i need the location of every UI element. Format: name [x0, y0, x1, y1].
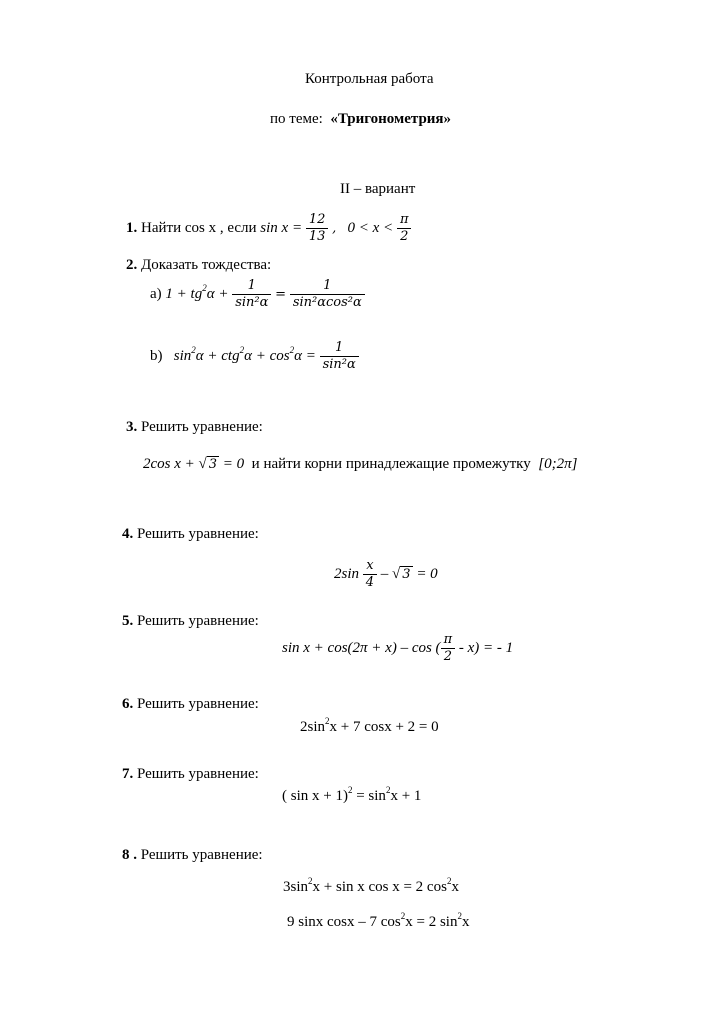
task-5-heading — [122, 612, 259, 630]
task-2b-s2: 2 — [239, 344, 245, 355]
task-5-text: Решить уравнение: — [137, 613, 259, 629]
task-1-range-den: 2 — [400, 229, 409, 244]
task-5-lhs: sin x + cos(2π + x) – cos ( — [282, 639, 441, 656]
task-8-eq2-p2: x = 2 sin — [405, 914, 458, 930]
task-7-p3: x + 1 — [390, 788, 422, 804]
task-1-range-fraction — [397, 212, 412, 245]
task-5-den: 2 — [443, 649, 452, 664]
doc-topic — [270, 110, 451, 128]
task-1-fraction — [306, 212, 329, 245]
task-6-p1: 2sin — [300, 719, 326, 735]
task-3-equation — [143, 455, 577, 474]
task-8-eq2-s2: 2 — [457, 911, 462, 921]
task-8-heading — [122, 846, 263, 864]
task-1-lhs: sin x = — [260, 219, 303, 236]
task-5-num: π — [441, 632, 456, 649]
task-4-lhs: 2sin — [334, 565, 360, 582]
task-2b-label: b) — [150, 347, 163, 364]
task-3-number: 3. — [126, 419, 138, 435]
task-4-number: 4. — [122, 526, 134, 542]
task-5-number: 5. — [122, 613, 134, 629]
task-1-number: 1. — [126, 219, 138, 236]
task-2a-label: a) — [150, 285, 162, 302]
task-2b-p4: α = — [294, 347, 316, 364]
task-2b-p1: sin — [173, 347, 192, 364]
task-2a-lhs: 1 + tg — [165, 285, 203, 302]
task-2a-alpha: α + — [206, 285, 229, 302]
task-8-eq1-p2: x + sin x cos x = 2 cos — [312, 879, 447, 895]
task-1-text: Найти cos x , если — [141, 219, 257, 236]
task-8-eq2-p1: 9 sinx cosx – 7 cos — [287, 914, 401, 930]
task-4-text: Решить уравнение: — [137, 526, 259, 542]
task-8-number: 8 . — [122, 847, 137, 863]
task-4-rhs: = 0 — [416, 565, 438, 582]
task-2b-s1: 2 — [191, 344, 196, 355]
task-4-num: x — [363, 558, 377, 575]
task-2b-num: 1 — [320, 340, 359, 357]
task-8-eq1-s1: 2 — [308, 876, 313, 886]
task-2-heading — [126, 256, 271, 274]
task-1-fraction-num: 12 — [306, 212, 329, 229]
task-4-heading — [122, 525, 259, 543]
task-6-equation — [300, 718, 439, 736]
task-8-eq1-p1: 3sin — [283, 879, 309, 895]
task-3-mid: и найти корни принадлежащие промежутку — [251, 456, 531, 472]
task-2a-fraction-1 — [232, 278, 271, 311]
task-8-eq1-p3: x — [451, 879, 459, 895]
task-3-radicand: 3 — [208, 457, 218, 472]
task-7-s1: 2 — [347, 785, 353, 795]
task-2a-den-1: sin²α — [235, 295, 269, 310]
task-2b-fraction — [320, 340, 359, 373]
task-3-heading — [126, 418, 263, 436]
task-2a-equals: = — [275, 286, 287, 302]
task-6-heading — [122, 695, 259, 713]
task-8-eq2-p3: x — [461, 914, 470, 930]
task-2a-sup: 2 — [202, 282, 207, 293]
task-1-fraction-den: 13 — [308, 229, 326, 244]
task-1-comma: , — [332, 220, 337, 236]
task-3-sqrt: √ 3 — [198, 456, 218, 472]
task-6-number: 6. — [122, 696, 134, 712]
variant-label: II – вариант — [340, 181, 416, 197]
task-4-equation — [334, 558, 438, 591]
task-2a — [150, 278, 365, 311]
task-2a-den-2: sin²αcos²α — [292, 295, 362, 310]
task-2-text: Доказать тождества: — [141, 257, 272, 273]
task-2a-num-1: 1 — [232, 278, 271, 295]
task-1-range-num: π — [397, 212, 412, 229]
task-4-sqrt: √ 3 — [392, 565, 411, 582]
task-8-eq2-s1: 2 — [400, 911, 406, 921]
task-7-s2: 2 — [385, 785, 391, 795]
topic-prefix: по теме: — [270, 111, 323, 127]
task-3-text: Решить уравнение: — [141, 419, 263, 435]
task-5-fraction — [441, 632, 456, 665]
task-2b-p2: α + ctg — [195, 347, 240, 364]
task-7-text: Решить уравнение: — [137, 766, 259, 782]
task-7-equation — [282, 787, 421, 805]
task-1 — [126, 212, 411, 245]
task-2b-p3: α + cos — [244, 347, 290, 364]
task-2b — [150, 340, 359, 373]
task-7-p1: ( sin x + 1) — [282, 788, 348, 804]
task-4-radicand: 3 — [402, 566, 411, 582]
task-3-interval: [0;2π] — [538, 456, 578, 472]
task-8-text: Решить уравнение: — [140, 847, 263, 863]
task-2b-den: sin²α — [322, 357, 356, 372]
task-7-number: 7. — [122, 766, 134, 782]
task-8-equation-2 — [287, 913, 469, 931]
task-4-fraction — [363, 558, 377, 591]
task-2a-fraction-2 — [290, 278, 365, 311]
task-4-minus: – — [380, 565, 389, 582]
task-6-p2: x + 7 cosx + 2 = 0 — [329, 719, 439, 735]
task-5-equation — [282, 632, 513, 665]
task-5-rhs: - x) = - 1 — [458, 639, 514, 656]
task-6-s1: 2 — [325, 716, 330, 726]
topic-name: «Тригонометрия» — [330, 111, 452, 127]
task-2a-num-2: 1 — [290, 278, 365, 295]
task-7-heading — [122, 765, 259, 783]
task-8-eq1-s2: 2 — [446, 876, 452, 886]
task-2b-s3: 2 — [289, 344, 295, 355]
task-3-lhs: 2cos x + — [143, 456, 195, 472]
task-6-text: Решить уравнение: — [137, 696, 259, 712]
task-3-rhs: = 0 — [222, 456, 245, 472]
task-8-equation-1 — [283, 878, 459, 896]
task-2-number: 2. — [126, 257, 138, 273]
task-1-range: 0 < x < — [347, 219, 394, 236]
doc-title: Контрольная работа — [305, 71, 434, 87]
task-4-den: 4 — [365, 575, 375, 590]
task-7-p2: = sin — [352, 788, 386, 804]
